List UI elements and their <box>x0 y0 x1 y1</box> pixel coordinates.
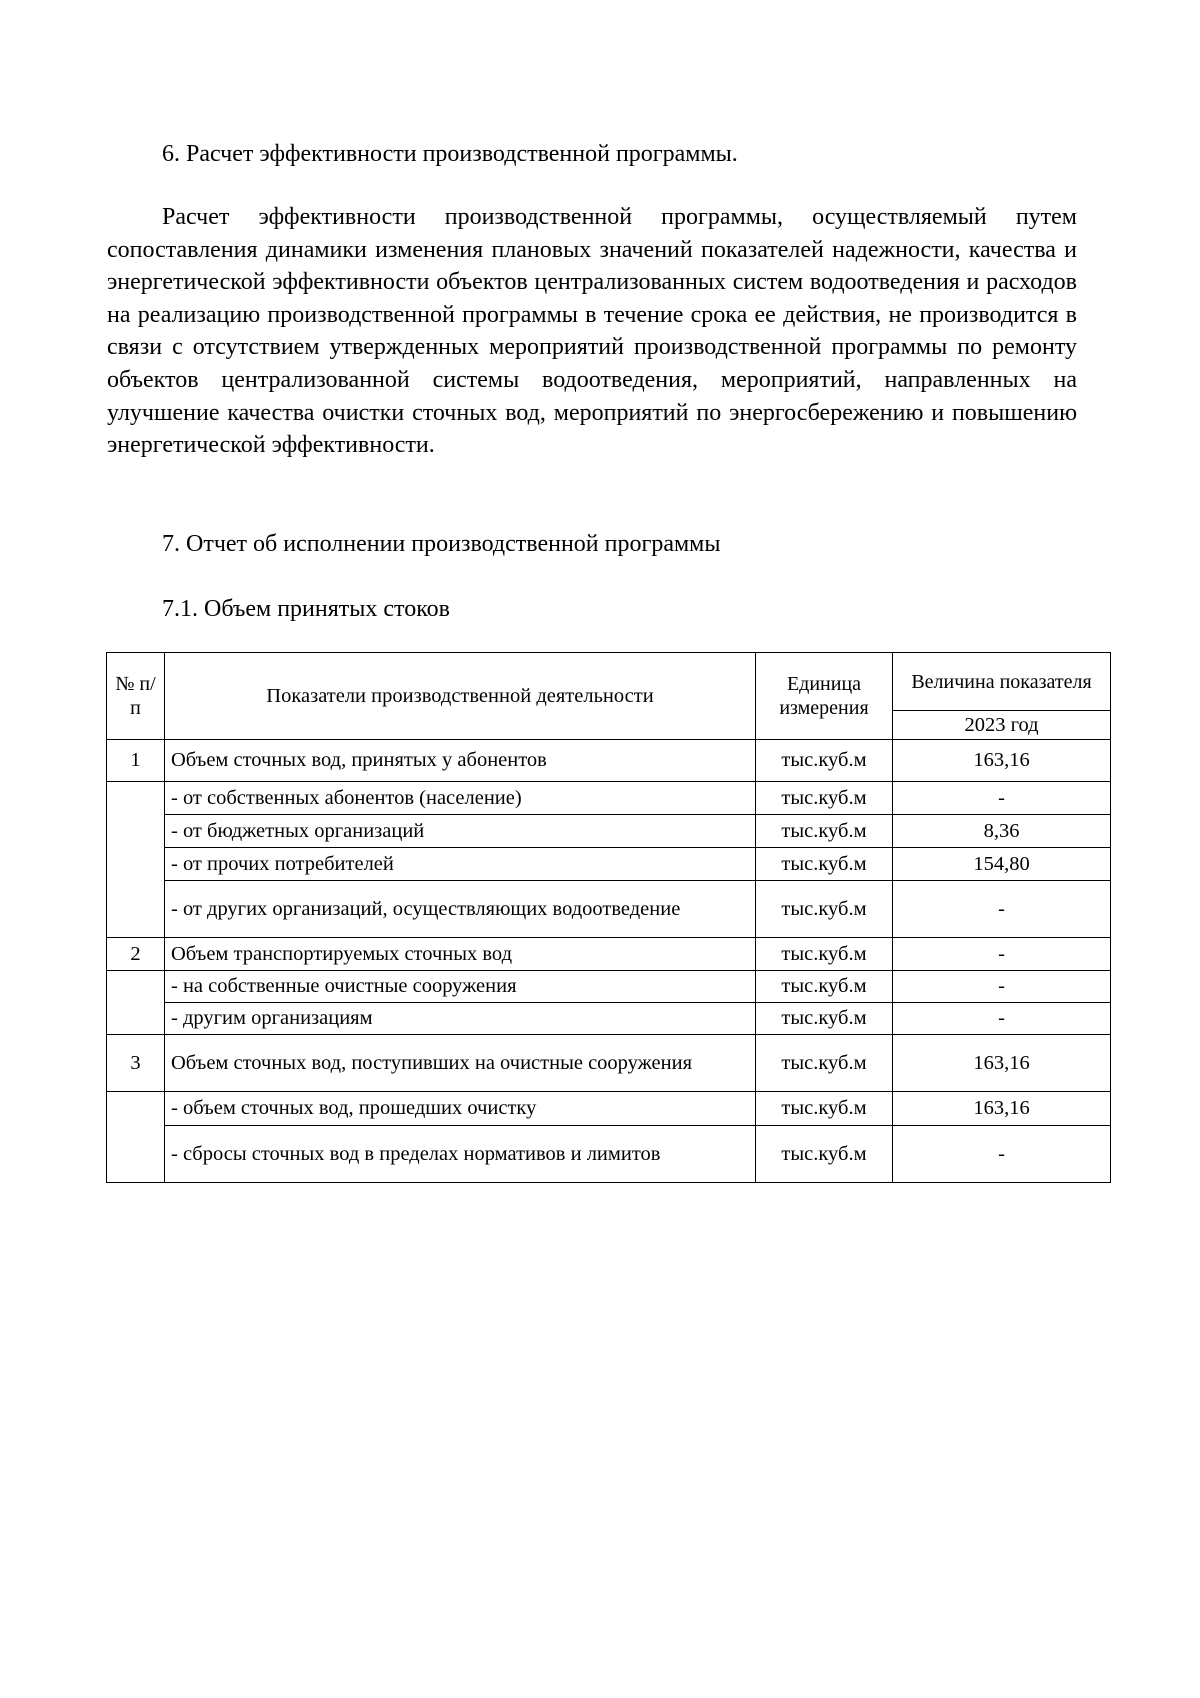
row-indicator: - другим организациям <box>165 1003 756 1035</box>
table-row <box>107 815 1111 848</box>
row-unit: тыс.куб.м <box>756 848 893 881</box>
row-value: - <box>893 881 1111 938</box>
row-value: 154,80 <box>893 848 1111 881</box>
row-unit: тыс.куб.м <box>756 1035 893 1092</box>
row-indicator: Объем сточных вод, поступивших на очистные сооружения <box>165 1035 756 1092</box>
row-num: 3 <box>107 1035 165 1092</box>
table-row <box>107 1092 1111 1126</box>
table-row <box>107 848 1111 881</box>
table-row <box>107 740 1111 782</box>
row-value: - <box>893 782 1111 815</box>
table-row <box>107 782 1111 815</box>
header-indicator: Показатели производственной деятельности <box>165 653 756 740</box>
row-num: 2 <box>107 938 165 971</box>
row-num-empty <box>107 782 165 938</box>
row-unit: тыс.куб.м <box>756 1126 893 1183</box>
row-indicator: - от прочих потребителей <box>165 848 756 881</box>
row-unit: тыс.куб.м <box>756 1092 893 1126</box>
row-value: - <box>893 1126 1111 1183</box>
row-value: 8,36 <box>893 815 1111 848</box>
table-row <box>107 1126 1111 1183</box>
row-indicator: - объем сточных вод, прошедших очистку <box>165 1092 756 1126</box>
row-unit: тыс.куб.м <box>756 938 893 971</box>
row-unit: тыс.куб.м <box>756 782 893 815</box>
table-row <box>107 1035 1111 1092</box>
row-indicator: - сбросы сточных вод в пределах нормативов и лимитов <box>165 1126 756 1183</box>
table-row <box>107 881 1111 938</box>
header-value: Величина показателя <box>893 653 1111 711</box>
row-unit: тыс.куб.м <box>756 881 893 938</box>
table-header-row <box>107 653 1111 711</box>
row-unit: тыс.куб.м <box>756 815 893 848</box>
row-value: 163,16 <box>893 740 1111 782</box>
table-row <box>107 1003 1111 1035</box>
table-row <box>107 938 1111 971</box>
row-indicator: - от бюджетных организаций <box>165 815 756 848</box>
row-unit: тыс.куб.м <box>756 971 893 1003</box>
section-6-heading: 6. Расчет эффективности производственной программы. <box>162 141 738 167</box>
accepted-wastewater-table <box>106 652 1111 1183</box>
row-indicator: Объем сточных вод, принятых у абонентов <box>165 740 756 782</box>
row-value: - <box>893 971 1111 1003</box>
header-unit: Единица измерения <box>756 653 893 740</box>
header-year: 2023 год <box>893 711 1111 740</box>
section-6-paragraph: Расчет эффективности производственной программы, осуществляемый путем сопоставления динамики изменения плановых значений показателей надежности, качества и энергетической эффективности объектов централизованных систем водоотведения и расходов на реализацию производственной программы в течение срока ее действия, не производится в связи с отсутствием утвержденных мероприятий производственной программы по ремонту объектов централизованной системы водоотведения, мероприятий, направленных на улучшение качества очистки сточных вод, мероприятий по энергосбережению и повышению энергетической эффективности. <box>107 204 1077 459</box>
row-num: 1 <box>107 740 165 782</box>
row-num-empty <box>107 971 165 1035</box>
section-7-1-heading: 7.1. Объем принятых стоков <box>162 596 450 622</box>
row-value: 163,16 <box>893 1092 1111 1126</box>
row-indicator: - от других организаций, осуществляющих водоотведение <box>165 881 756 938</box>
row-indicator: Объем транспортируемых сточных вод <box>165 938 756 971</box>
row-value: 163,16 <box>893 1035 1111 1092</box>
row-num-empty <box>107 1092 165 1183</box>
row-indicator: - на собственные очистные сооружения <box>165 971 756 1003</box>
row-unit: тыс.куб.м <box>756 1003 893 1035</box>
row-indicator: - от собственных абонентов (население) <box>165 782 756 815</box>
section-7-heading: 7. Отчет об исполнении производственной программы <box>162 531 721 557</box>
row-unit: тыс.куб.м <box>756 740 893 782</box>
row-value: - <box>893 938 1111 971</box>
header-num: № п/п <box>107 653 165 740</box>
row-value: - <box>893 1003 1111 1035</box>
table-row <box>107 971 1111 1003</box>
